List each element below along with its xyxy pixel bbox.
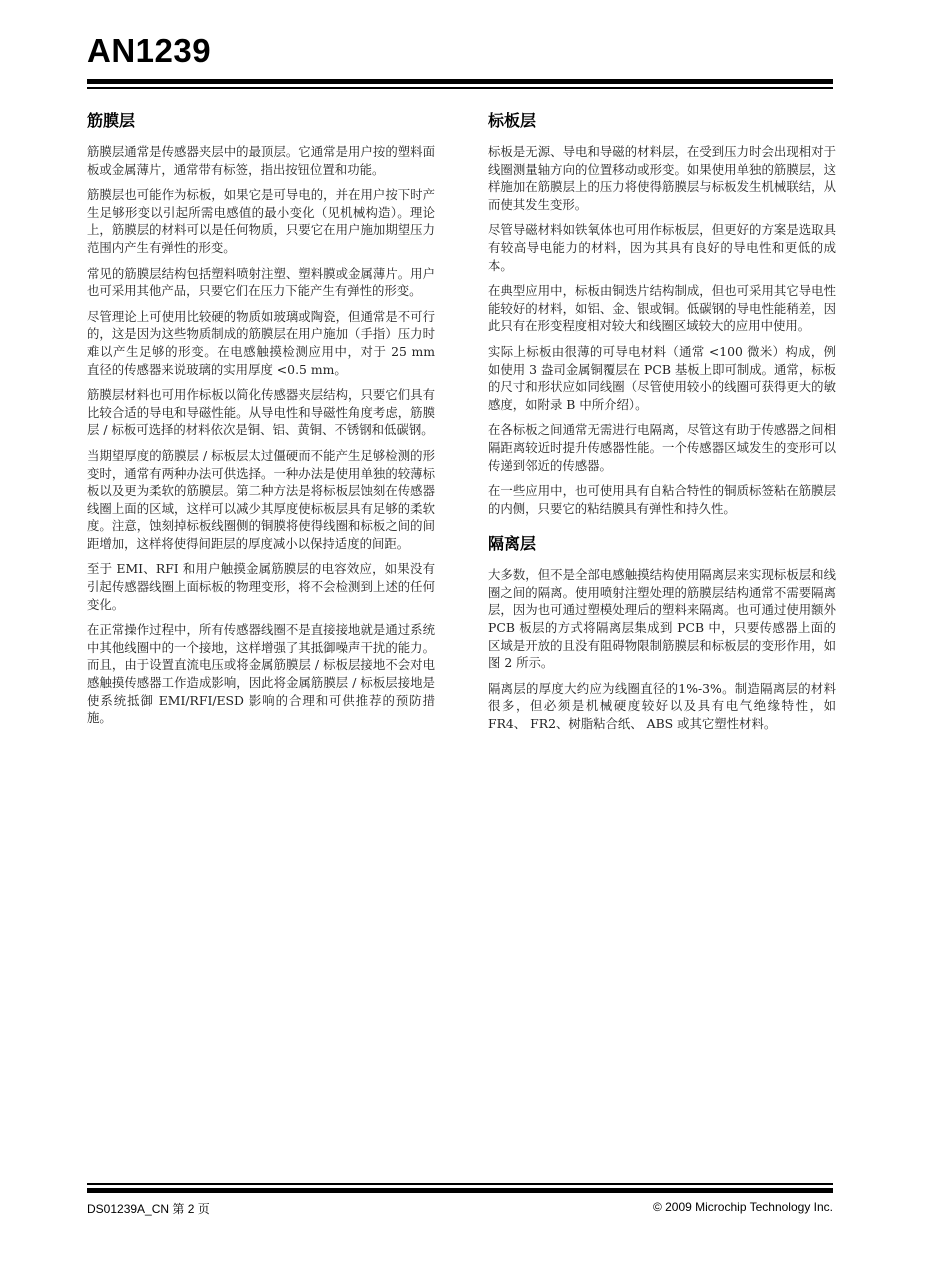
paragraph: 筋膜层材料也可用作标板以简化传感器夹层结构，只要它们具有比较合适的导电和导磁性能。从导电性和导磁性角度考虑，筋膜层 / 标板可选择的材料依次是铜、铝、黄铜、不锈钢和低碳钢。	[87, 387, 435, 438]
paragraph: 尽管理论上可使用比较硬的物质如玻璃或陶瓷，但通常是不可行的，这是因为这些物质制成的筋膜层在用户施加（手指）压力时难以产生足够的形变。在电感触摸检测应用中，对于 25 mm 直径的传感器来说玻璃的实用厚度 <0.5 mm。	[87, 308, 435, 377]
section-faceplate	[87, 108, 435, 727]
paragraph: 筋膜层也可能作为标板，如果它是可导电的，并在用户按下时产生足够形变以引起所需电感值的最小变化（见机械构造）。理论上，筋膜层的材料可以是任何物质，只要它在用户施加期望压力范围内产生有弹性的形变。	[87, 187, 435, 255]
footer-doc-number: DS01239A_CN 第 2 页	[87, 1202, 210, 1216]
footer-rule-thin	[87, 1183, 833, 1185]
paragraph: 常见的筋膜层结构包括塑料喷射注塑、塑料膜或金属薄片。用户也可采用其他产品，只要它们在压力下能产生有弹性的形变。	[87, 265, 435, 299]
right-column	[488, 108, 836, 747]
paragraph: 标板是无源、导电和导磁的材料层，在受到压力时会出现相对于线圈测量轴方向的位置移动或形变。如果使用单独的筋膜层，这样施加在筋膜层上的压力将使得筋膜层与标板发生机械联结，从而使其发生变形。	[488, 144, 836, 212]
section-spacer	[488, 531, 836, 732]
document-title: AN1239	[87, 32, 212, 69]
paragraph: 在一些应用中，也可使用具有自粘合特性的铜质标签粘在筋膜层的内侧，只要它的粘结膜具有弹性和持久性。	[488, 483, 836, 516]
paragraph: 至于 EMI、RFI 和用户触摸金属筋膜层的电容效应，如果没有引起传感器线圈上面标板的物理变形，将不会检测到上述的任何变化。	[87, 561, 435, 612]
footer-copyright: © 2009 Microchip Technology Inc.	[652, 1200, 833, 1214]
header-rule-thin	[87, 87, 833, 89]
footer-rule-thick	[87, 1188, 833, 1193]
paragraph: 尽管导磁材料如铁氧体也可用作标板层，但更好的方案是选取具有较高导电能力的材料，因为其具有良好的导电性和更低的成本。	[488, 222, 836, 273]
section-target	[488, 108, 836, 517]
header-rule-thick	[87, 79, 833, 84]
paragraph: 筋膜层通常是传感器夹层中的最顶层。它通常是用户按的塑料面板或金属薄片，通常带有标签，指出按钮位置和功能。	[87, 144, 435, 177]
paragraph: 当期望厚度的筋膜层 / 标板层太过僵硬而不能产生足够检测的形变时，通常有两种办法可供选择。一种办法是使用单独的较薄标板以及更为柔软的筋膜层。第二种方法是将标板层蚀刻在传感器线圈上面的区域，这样可以减少其厚度使标板层具有足够的柔软度。注意，蚀刻掉标板线圈侧的铜膜将使得线圈和标板之间的间距增加，这样将使得间距层的厚度减小以保持适度的间距。	[87, 447, 435, 551]
section-heading: 标板层	[488, 111, 537, 130]
paragraph: 在正常操作过程中，所有传感器线圈不是直接接地就是通过系统中其他线圈中的一个接地，这样增强了其抵御噪声干扰的能力。而且，由于设置直流电压或将金属筋膜层 / 标板层接地不会对电感触摸传感器工作造成影响，因此将金属筋膜层 / 标板层接地是使系统抵御 EMI/RFI/ESD 影响的合理和可供推荐的预防措施。	[87, 622, 435, 726]
left-column	[87, 108, 435, 741]
paragraph: 在各标板之间通常无需进行电隔离，尽管这有助于传感器之间相隔距离较近时提升传感器性能。一个传感器区域发生的变形可以传递到邻近的传感器。	[488, 422, 836, 473]
section-heading: 隔离层	[488, 534, 537, 554]
paragraph: 隔离层的厚度大约应为线圈直径的1%-3%。制造隔离层的材料很多，但必须是机械硬度较好以及具有电气绝缘特性，如 FR4、 FR2、树脂粘合纸、 ABS 或其它塑性材料。	[488, 680, 836, 732]
paragraph: 大多数，但不是全部电感触摸结构使用隔离层来实现标板层和线圈之间的隔离。使用喷射注塑处理的筋膜层结构通常不需要隔离层，因为也可通过塑模处理后的塑料来隔离。也可通过使用额外 PCB 板层的方式将隔离层集成到 PCB 中，只要传感器上面的区域是开放的且没有阻碍物限制筋膜层和标板层的变形作用，如图 2 所示。	[488, 567, 836, 671]
section-heading: 筋膜层	[87, 111, 136, 130]
paragraph: 在典型应用中，标板由铜迭片结构制成，但也可采用其它导电性能较好的材料，如铝、金、银或铜。低碳钢的导电性能稍差，因此只有在形变程度相对较大和线圈区域较大的应用中使用。	[488, 283, 836, 334]
paragraph: 实际上标板由很薄的可导电材料（通常 <100 微米）构成，例如使用 3 盎司金属铜覆层在 PCB 基板上即可制成。通常，标板的尺寸和形状应如同线圈（尽管使用较小的线圈可获得更大的敏感度，如附录 B 中所介绍）。	[488, 343, 836, 412]
